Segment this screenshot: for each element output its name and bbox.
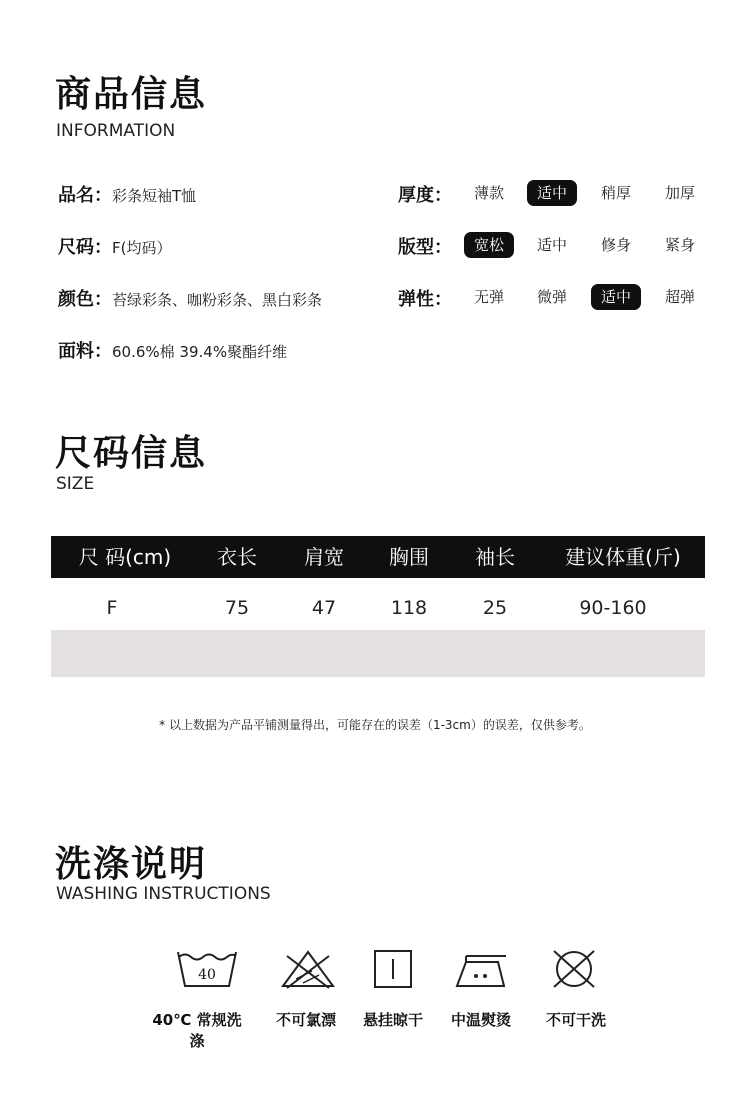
option-thin: 薄款	[473, 184, 504, 202]
field-value: 苔绿彩条、咖粉彩条、黑白彩条	[112, 291, 323, 309]
header-size: 尺 码(cm)	[78, 545, 172, 569]
cell-sleeve: 25	[482, 597, 508, 619]
cell-chest: 118	[390, 597, 428, 619]
option-no-stretch: 无弹	[473, 288, 504, 306]
header-shoulder: 肩宽	[304, 545, 344, 569]
iron-medium-label: 中温熨烫	[450, 1011, 511, 1029]
field-label: 尺码：	[58, 237, 112, 258]
header-weight: 建议体重(斤)	[565, 545, 681, 569]
no-bleach-label: 不可氯漂	[275, 1011, 336, 1029]
field-label: 品名：	[58, 185, 112, 206]
wash-40-icon	[176, 948, 238, 994]
cell-size: F	[106, 597, 118, 619]
size-info-title: 尺码信息	[55, 433, 208, 474]
option-medium-stretch-selected: 适中	[591, 284, 641, 310]
option-slightly-thick: 稍厚	[600, 184, 631, 202]
iron-medium-icon	[454, 948, 510, 994]
attribute-label: 厚度：	[398, 185, 452, 206]
no-bleach-icon	[279, 948, 337, 994]
wash-40-label: 40℃ 常规洗涤	[152, 1011, 242, 1050]
option-loose-selected: 宽松	[464, 232, 514, 258]
attribute-label: 版型：	[398, 237, 452, 258]
field-color	[58, 285, 322, 311]
field-fabric	[58, 337, 287, 363]
product-info-subtitle: INFORMATION	[56, 121, 176, 141]
option-slim: 修身	[600, 236, 631, 254]
wash-temp-label: 40	[198, 967, 216, 983]
field-label: 面料：	[58, 341, 112, 362]
washing-title: 洗涤说明	[55, 844, 208, 885]
no-dry-clean-icon	[550, 948, 598, 994]
option-medium-selected: 适中	[527, 180, 577, 206]
cell-shoulder: 47	[311, 597, 337, 619]
cell-length: 75	[224, 597, 250, 619]
washing-subtitle: WASHING INSTRUCTIONS	[56, 884, 271, 904]
measurement-note: * 以上数据为产品平铺测量得出，可能存在的误差（1-3cm）的误差，仅供参考。	[159, 718, 591, 732]
option-tight: 紧身	[664, 236, 695, 254]
field-label: 颜色：	[58, 289, 112, 310]
attribute-label: 弹性：	[398, 289, 452, 310]
field-name	[58, 181, 196, 207]
hang-dry-icon	[373, 948, 413, 994]
header-length: 衣长	[217, 545, 257, 569]
field-value: 彩条短袖T恤	[112, 187, 197, 205]
hang-dry-label: 悬挂晾干	[362, 1011, 423, 1029]
size-info-subtitle: SIZE	[56, 474, 95, 494]
product-info-title: 商品信息	[55, 74, 208, 115]
field-value: F(均码）	[112, 239, 172, 257]
field-value: 60.6%棉 39.4%聚酯纤维	[112, 343, 288, 361]
table-row-empty	[51, 630, 705, 677]
header-chest: 胸围	[389, 545, 429, 569]
option-super-stretch: 超弹	[664, 288, 695, 306]
header-sleeve: 袖长	[475, 545, 515, 569]
option-slight-stretch: 微弹	[536, 288, 567, 306]
option-thick: 加厚	[664, 184, 695, 202]
field-size	[58, 233, 171, 259]
option-regular: 适中	[536, 236, 567, 254]
no-dry-clean-label: 不可干洗	[545, 1011, 606, 1029]
cell-weight: 90-160	[579, 597, 647, 619]
